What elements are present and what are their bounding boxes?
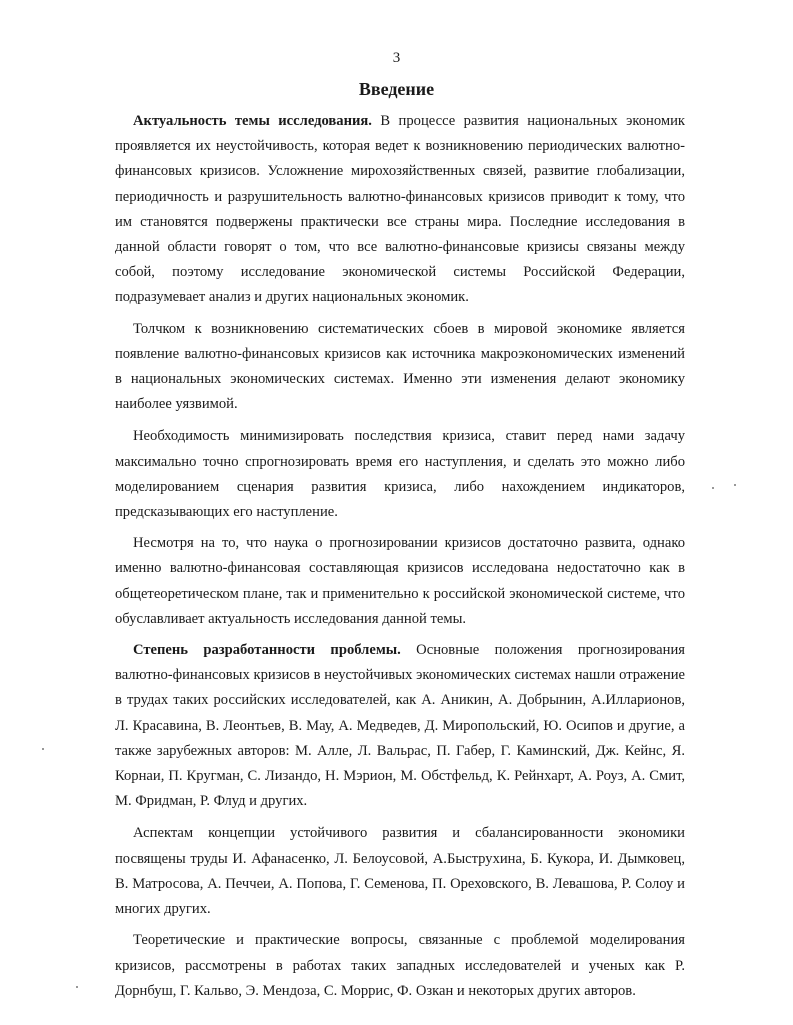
paragraph-text: Теоретические и практические вопросы, связанные с проблемой моделирования кризисов, рассмотрены в работах таких западных исследователей и ученых как Р. Дорнбуш, Г. Кальво, Э. Мендоза, С. Моррис, Ф. Озкан и некоторых других авторов.: [115, 932, 685, 999]
paragraph-text: Толчком к возникновению систематических сбоев в мировой экономике является появление валютно-финансовых кризисов как источника макроэкономических изменений в национальных экономических системах. Именно эти изменения делают экономику наиболее уязвимой.: [115, 320, 685, 413]
paragraph-lead: Актуальность темы исследования.: [133, 113, 372, 129]
paragraph-crisis-modeling: [115, 928, 685, 1004]
scan-speck: [712, 487, 714, 489]
scan-speck: [734, 484, 736, 486]
page-title: Введение: [358, 79, 435, 99]
scan-speck: [76, 986, 78, 988]
paragraph-degree-of-development: [115, 638, 685, 814]
paragraph-research-gap: [115, 531, 685, 632]
scan-speck: [42, 748, 44, 750]
document-body: [115, 109, 685, 1013]
paragraph-lead: Степень разработанности проблемы.: [133, 642, 401, 659]
paragraph-text: Несмотря на то, что наука о прогнозировании кризисов достаточно развита, однако именно валютно-финансовая составляющая кризисов исследована недостаточно как в общетеоретическом плане, так и применительно к российской экономической системе, что обуславливает актуальность исследования данной темы.: [115, 535, 685, 627]
page-number: 3: [392, 50, 401, 66]
paragraph-forecasting-need: [115, 424, 685, 525]
paragraph-text: Аспектам концепции устойчивого развития и сбалансированности экономики посвящены труды И. Афанасенко, Л. Белоусовой, А.Быструхина, Б. Кукора, И. Дымковец, В. Матросова, А. Печчеи, А. Попова, Г. Семенова, П. Ореховского, В. Левашова, Р. Солоу и многих других.: [115, 825, 685, 918]
paragraph-text: Необходимость минимизировать последствия кризиса, ставит перед нами задачу максимально точно спрогнозировать время его наступления, и сделать это можно либо моделированием сценария развития кризиса, либо нахождением индикаторов, предсказывающих его наступление.: [115, 428, 685, 521]
paragraph-relevance: [115, 109, 685, 311]
paragraph-text: Основные положения прогнозирования валютно-финансовых кризисов в неустойчивых экономических системах нашли отражение в трудах таких российских исследователей, как А. Аникин, А. Добрынин, А.Илларионов, Л. Красавина, В. Леонтьев, В. Мау, А. Медведев, Д. Миропольский, Ю. Осипов и другие, а также зарубежных авторов: М. Алле, Л. Вальрас, П. Габер, Г. Каминский, Дж. Кейнс, Я. Корнаи, П. Кругман, С. Лизандо, Н. Мэрион, М. Обстфельд, К. Рейнхарт, А. Роуз, А. Смит, М. Фридман, Р. Флуд и других.: [115, 642, 685, 810]
paragraph-systematic-failures: [115, 317, 685, 418]
paragraph-sustainable-development: [115, 821, 685, 922]
paragraph-text: В процессе развития национальных экономик проявляется их неустойчивость, которая ведет к возникновению периодических валютно-финансовых кризисов. Усложнение мирохозяйственных связей, развитие глобализации, периодичность и разрушительность валютно-финансовых кризисов приводит к тому, что им становятся подвержены практически все страны мира. Последние исследования в данной области говорят о том, что все валютно-финансовые кризисы связаны между собой, поэтому исследование экономической системы Российской Федерации, подразумевает анализ и других национальных экономик.: [115, 113, 685, 306]
